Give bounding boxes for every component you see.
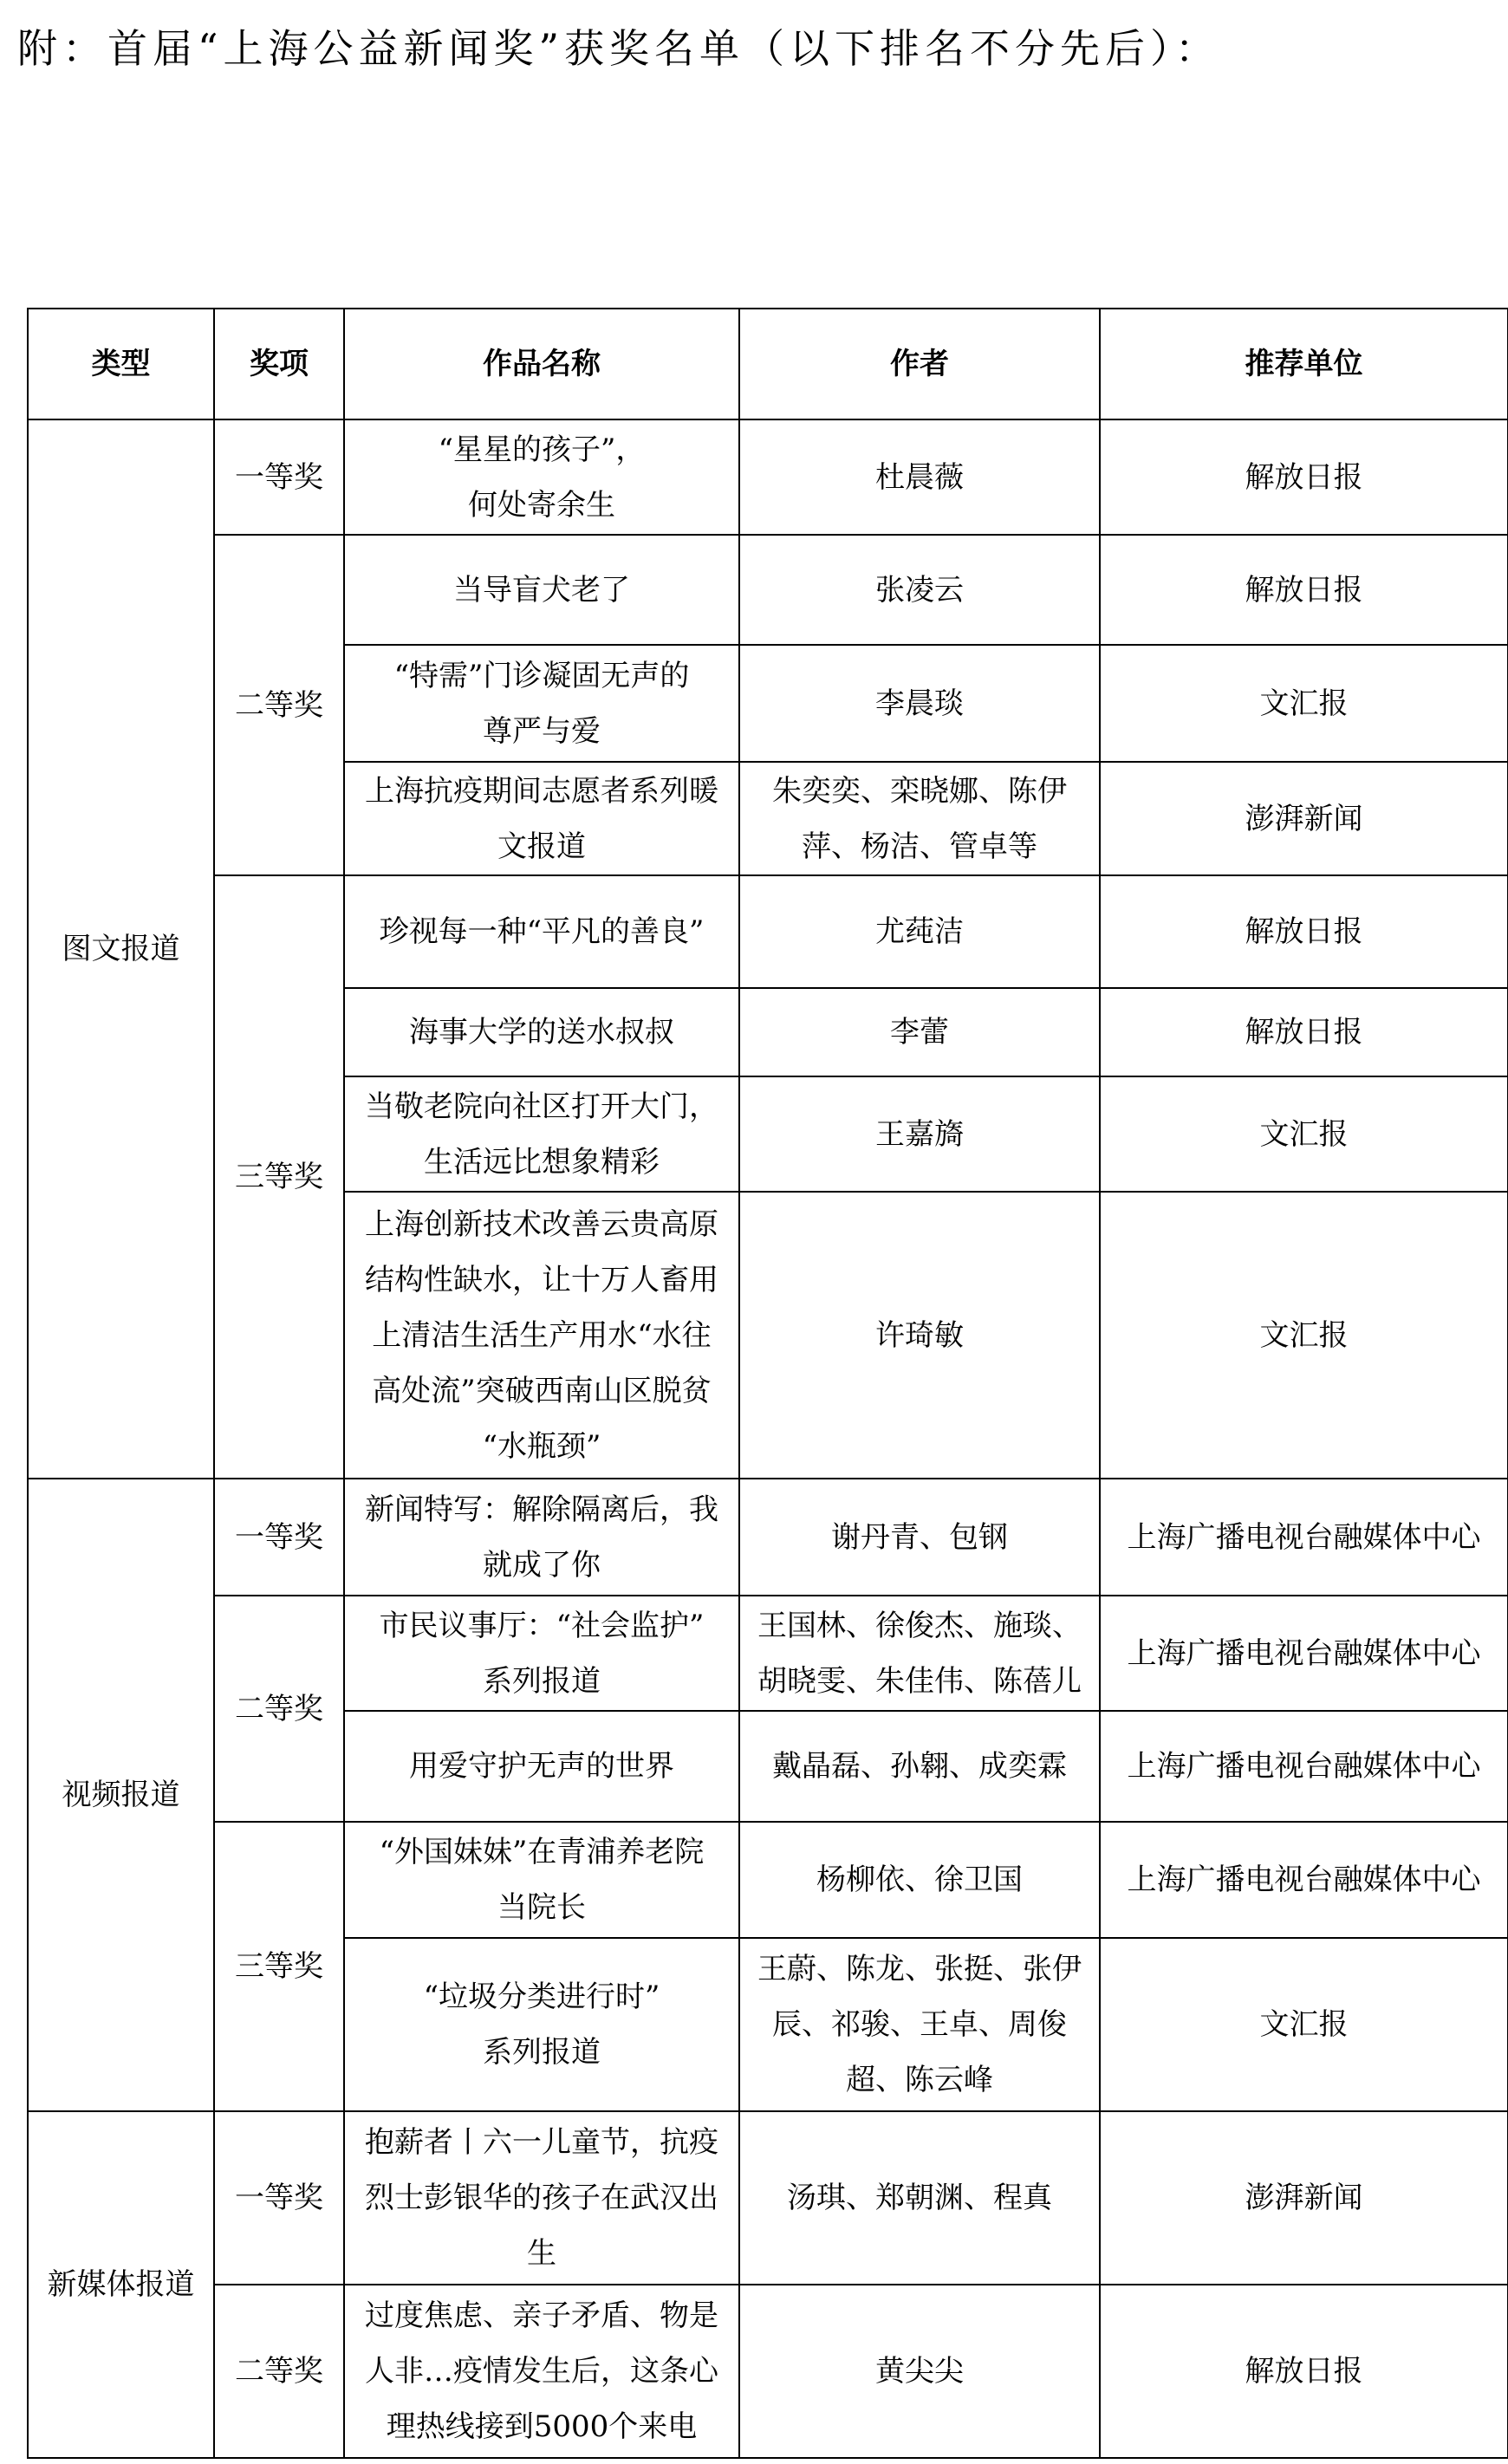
work-title-cell: 当导盲犬老了 bbox=[344, 535, 739, 645]
award-cell: 一等奖 bbox=[214, 2111, 344, 2285]
work-title-cell: 抱薪者丨六一儿童节，抗疫 烈士彭银华的孩子在武汉出 生 bbox=[344, 2111, 739, 2285]
award-cell: 三等奖 bbox=[214, 1822, 344, 2111]
table-row bbox=[28, 875, 1508, 988]
author-cell: 杜晨薇 bbox=[739, 419, 1100, 535]
unit-cell: 文汇报 bbox=[1100, 1192, 1508, 1479]
work-title-cell: 海事大学的送水叔叔 bbox=[344, 988, 739, 1076]
table-row bbox=[28, 1479, 1508, 1596]
unit-cell: 澎湃新闻 bbox=[1100, 2111, 1508, 2285]
award-cell: 三等奖 bbox=[214, 875, 344, 1479]
work-title-cell: 上海创新技术改善云贵高原 结构性缺水，让十万人畜用 上清洁生活生产用水“水往 高处流”突破西南山区脱贫 “水瓶颈” bbox=[344, 1192, 739, 1479]
author-cell: 谢丹青、包钢 bbox=[739, 1479, 1100, 1596]
award-cell: 一等奖 bbox=[214, 419, 344, 535]
author-cell: 张凌云 bbox=[739, 535, 1100, 645]
category-cell: 图文报道 bbox=[28, 419, 214, 1479]
table-row bbox=[28, 2111, 1508, 2285]
unit-cell: 上海广播电视台融媒体中心 bbox=[1100, 1479, 1508, 1596]
unit-cell: 上海广播电视台融媒体中心 bbox=[1100, 1822, 1508, 1938]
work-title-cell: 当敬老院向社区打开大门， 生活远比想象精彩 bbox=[344, 1076, 739, 1192]
unit-cell: 文汇报 bbox=[1100, 1076, 1508, 1192]
unit-cell: 上海广播电视台融媒体中心 bbox=[1100, 1711, 1508, 1822]
work-title-cell: 过度焦虑、亲子矛盾、物是 人非…疫情发生后，这条心 理热线接到5000个来电 bbox=[344, 2285, 739, 2458]
unit-cell: 文汇报 bbox=[1100, 645, 1508, 762]
header-type: 类型 bbox=[28, 309, 214, 419]
unit-cell: 解放日报 bbox=[1100, 875, 1508, 988]
author-cell: 杨柳依、徐卫国 bbox=[739, 1822, 1100, 1938]
award-cell: 一等奖 bbox=[214, 1479, 344, 1596]
award-table bbox=[27, 308, 1508, 2459]
work-title-cell: “星星的孩子”， 何处寄余生 bbox=[344, 419, 739, 535]
author-cell: 朱奕奕、栾晓娜、陈伊 萍、杨洁、管卓等 bbox=[739, 762, 1100, 875]
author-cell: 戴晶磊、孙翱、成奕霖 bbox=[739, 1711, 1100, 1822]
author-cell: 王嘉旖 bbox=[739, 1076, 1100, 1192]
work-title-cell: 上海抗疫期间志愿者系列暖 文报道 bbox=[344, 762, 739, 875]
header-author: 作者 bbox=[739, 309, 1100, 419]
author-cell: 李蕾 bbox=[739, 988, 1100, 1076]
table-row bbox=[28, 419, 1508, 535]
author-cell: 汤琪、郑朝渊、程真 bbox=[739, 2111, 1100, 2285]
award-cell: 二等奖 bbox=[214, 1596, 344, 1822]
category-cell: 视频报道 bbox=[28, 1479, 214, 2111]
author-cell: 王蔚、陈龙、张挺、张伊 辰、祁骏、王卓、周俊 超、陈云峰 bbox=[739, 1938, 1100, 2111]
page-title: 附：首届“上海公益新闻奖”获奖名单（以下排名不分先后）： bbox=[17, 25, 1221, 72]
table-row bbox=[28, 1822, 1508, 1938]
work-title-cell: 新闻特写：解除隔离后，我 就成了你 bbox=[344, 1479, 739, 1596]
author-cell: 李晨琰 bbox=[739, 645, 1100, 762]
unit-cell: 解放日报 bbox=[1100, 419, 1508, 535]
unit-cell: 解放日报 bbox=[1100, 535, 1508, 645]
work-title-cell: “特需”门诊凝固无声的 尊严与爱 bbox=[344, 645, 739, 762]
author-cell: 黄尖尖 bbox=[739, 2285, 1100, 2458]
author-cell: 王国林、徐俊杰、施琰、 胡晓雯、朱佳伟、陈蓓儿 bbox=[739, 1596, 1100, 1711]
work-title-cell: “垃圾分类进行时” 系列报道 bbox=[344, 1938, 739, 2111]
work-title-cell: 市民议事厅：“社会监护” 系列报道 bbox=[344, 1596, 739, 1711]
unit-cell: 解放日报 bbox=[1100, 988, 1508, 1076]
unit-cell: 上海广播电视台融媒体中心 bbox=[1100, 1596, 1508, 1711]
award-cell: 二等奖 bbox=[214, 535, 344, 875]
table-row bbox=[28, 2285, 1508, 2458]
work-title-cell: 珍视每一种“平凡的善良” bbox=[344, 875, 739, 988]
author-cell: 尤莼洁 bbox=[739, 875, 1100, 988]
unit-cell: 解放日报 bbox=[1100, 2285, 1508, 2458]
header-award: 奖项 bbox=[214, 309, 344, 419]
category-cell: 新媒体报道 bbox=[28, 2111, 214, 2458]
table-row bbox=[28, 535, 1508, 645]
award-cell: 二等奖 bbox=[214, 2285, 344, 2458]
table-row bbox=[28, 1596, 1508, 1711]
author-cell: 许琦敏 bbox=[739, 1192, 1100, 1479]
table-header-row bbox=[28, 309, 1508, 419]
header-unit: 推荐单位 bbox=[1100, 309, 1508, 419]
unit-cell: 文汇报 bbox=[1100, 1938, 1508, 2111]
work-title-cell: 用爱守护无声的世界 bbox=[344, 1711, 739, 1822]
work-title-cell: “外国妹妹”在青浦养老院 当院长 bbox=[344, 1822, 739, 1938]
header-work: 作品名称 bbox=[344, 309, 739, 419]
unit-cell: 澎湃新闻 bbox=[1100, 762, 1508, 875]
